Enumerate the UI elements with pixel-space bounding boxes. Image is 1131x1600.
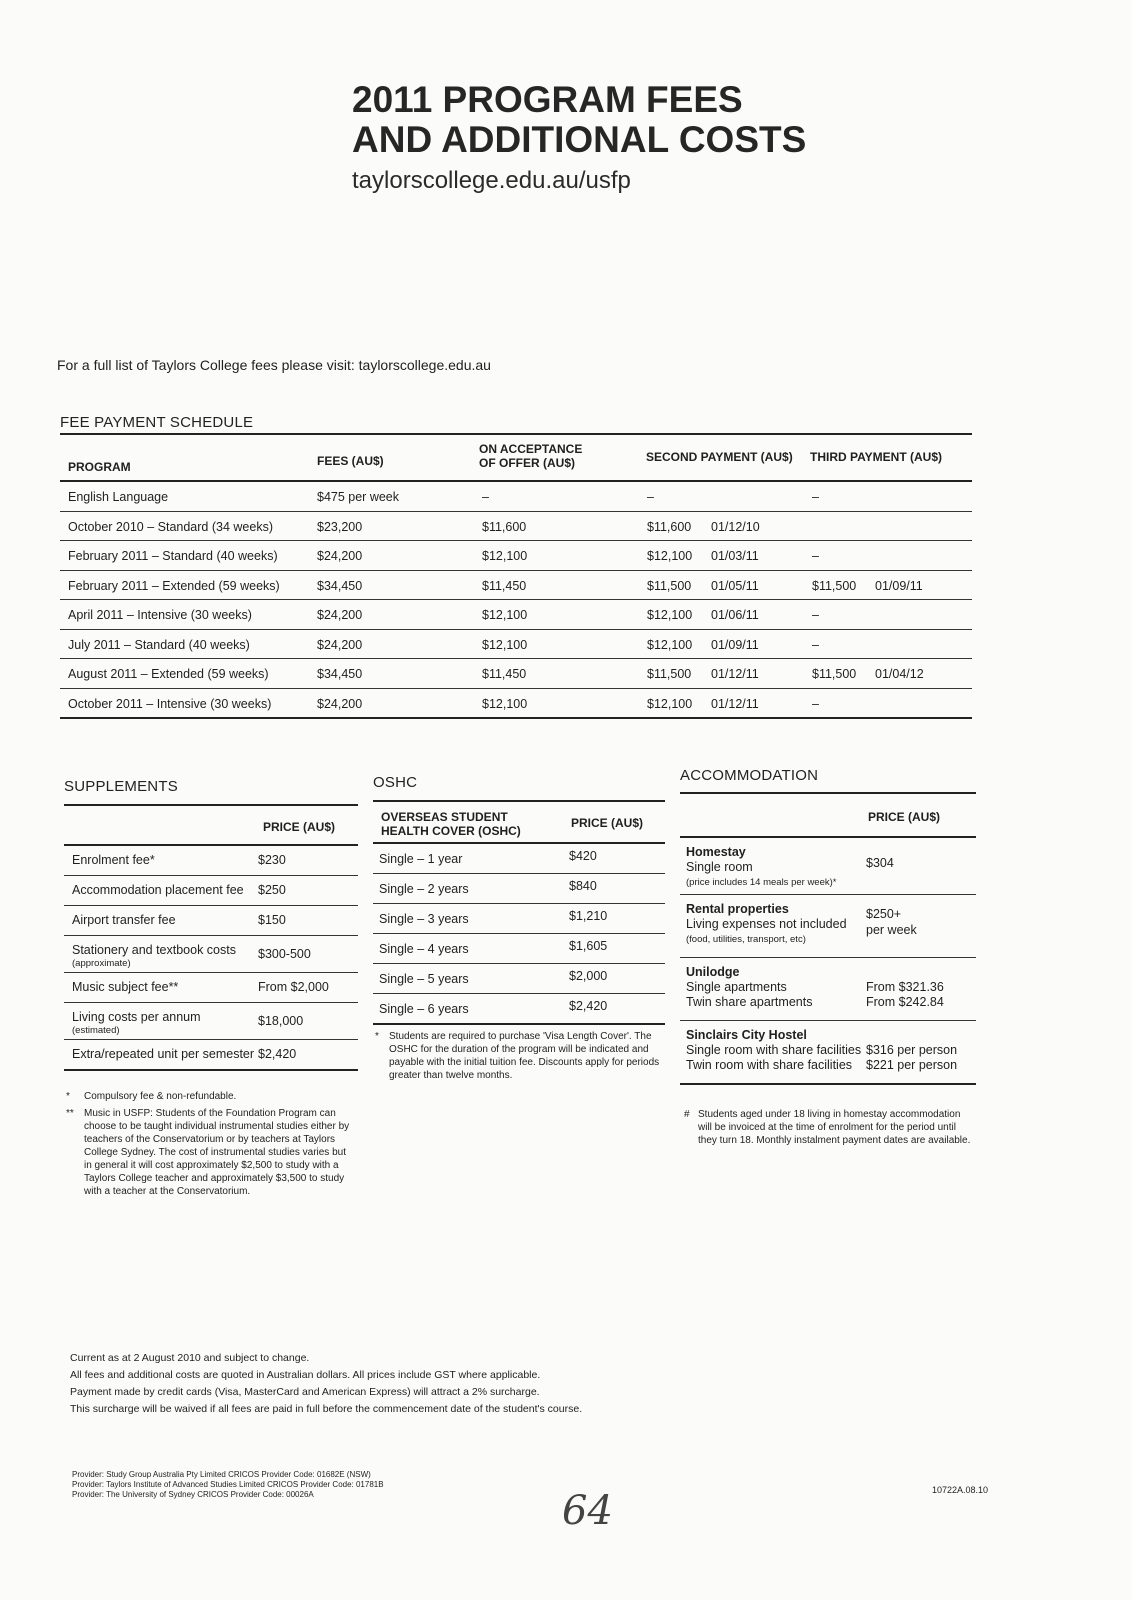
third-amount-cell: – <box>812 490 819 504</box>
table-row <box>60 599 972 629</box>
accommodation-title: ACCOMMODATION <box>680 767 819 784</box>
oshc-row <box>373 933 665 963</box>
supplement-price: $230 <box>258 853 286 867</box>
program-cell: July 2011 – Standard (40 weeks) <box>68 637 250 652</box>
second-date-cell: 01/03/11 <box>711 549 759 563</box>
table-row <box>60 511 972 541</box>
accommodation-line-1: Single room <box>686 860 753 874</box>
acceptance-cell: $11,450 <box>482 667 527 681</box>
acceptance-cell: $12,100 <box>482 608 528 622</box>
title-line-1: 2011 PROGRAM FEES <box>352 79 743 120</box>
supplement-row <box>64 1002 358 1039</box>
second-amount-cell: $12,100 <box>647 637 693 652</box>
page-title <box>352 80 806 160</box>
supplement-row <box>64 844 358 875</box>
supplement-label: Music subject fee** <box>72 980 179 994</box>
supplement-row <box>64 972 358 1002</box>
fees-cell: $475 per week <box>317 490 400 504</box>
note-1-text: Compulsory fee & non-refundable. <box>84 1091 237 1102</box>
footer-notes <box>70 1350 690 1418</box>
second-date-cell: 01/12/11 <box>711 696 759 711</box>
supplement-row <box>64 875 358 905</box>
oshc-note-mark: * <box>375 1031 379 1042</box>
accommodation-price-2: From $242.84 <box>866 995 944 1009</box>
accommodation-name: Unilodge <box>686 965 740 979</box>
supplement-price: $18,000 <box>258 1014 304 1028</box>
provider-line: Provider: Taylors Institute of Advanced Studies Limited CRICOS Provider Code: 01781B <box>72 1480 384 1489</box>
supplement-label: Accommodation placement fee <box>72 883 244 897</box>
header-acceptance <box>479 442 582 470</box>
table-row <box>60 480 972 511</box>
header-acceptance-line-1: ON ACCEPTANCE <box>479 442 583 456</box>
third-date-cell: 01/04/12 <box>875 667 924 681</box>
fee-table-body <box>60 480 972 717</box>
oshc-header <box>373 802 665 842</box>
program-cell: October 2011 – Intensive (30 weeks) <box>68 696 272 711</box>
accommodation-note <box>684 1108 976 1147</box>
second-date-cell: 01/06/11 <box>711 608 759 622</box>
header-second: SECOND PAYMENT (AU$) <box>646 450 793 464</box>
accommodation-price-1: $250+ <box>866 907 902 921</box>
accommodation-line-1: Living expenses not included <box>686 917 847 931</box>
accommodation-note-mark: # <box>684 1109 690 1120</box>
supplement-sublabel: (approximate) <box>72 958 131 969</box>
fees-cell: $34,450 <box>317 667 363 681</box>
fees-cell: $24,200 <box>317 608 363 622</box>
accommodation-group <box>680 836 976 894</box>
provider-line: Provider: Study Group Australia Pty Limited CRICOS Provider Code: 01682E (NSW) <box>72 1470 371 1479</box>
oshc-price: $1,210 <box>569 909 608 923</box>
oshc-title: OSHC <box>373 774 418 791</box>
accommodation-note-text: Students aged under 18 living in homestay accommodation will be invoiced at the time of enrolment for the period until they turn 18. Monthly instalment payment dates are available. <box>698 1109 971 1146</box>
oshc-body <box>373 842 665 1023</box>
second-amount-cell: $12,100 <box>647 696 693 711</box>
accommodation-line-2: Twin share apartments <box>686 995 813 1009</box>
table-row <box>60 570 972 600</box>
oshc-price: $1,605 <box>569 939 608 953</box>
supplements-table <box>64 806 358 1071</box>
supplement-label: Extra/repeated unit per semester <box>72 1047 255 1061</box>
accommodation-line-1: Single apartments <box>686 980 787 994</box>
supplement-price: $300-500 <box>258 947 311 961</box>
table-row <box>60 540 972 570</box>
oshc-price: $2,000 <box>569 969 608 983</box>
program-cell: August 2011 – Extended (59 weeks) <box>68 667 269 681</box>
oshc-label: Single – 1 year <box>379 852 463 866</box>
handwritten-page-number: 64 <box>562 1488 613 1534</box>
footer-line: Payment made by credit cards (Visa, MasterCard and American Express) will attract a 2% surcharge. <box>70 1386 540 1398</box>
accommodation-price-1: From $321.36 <box>866 980 944 994</box>
supplements-note-2 <box>66 1107 356 1198</box>
supplement-price: $250 <box>258 883 286 897</box>
header-third: THIRD PAYMENT (AU$) <box>810 450 943 464</box>
accommodation-name: Sinclairs City Hostel <box>686 1028 807 1042</box>
second-amount-cell: – <box>647 490 654 504</box>
supplements-body <box>64 844 358 1069</box>
third-amount-cell: $11,500 <box>812 578 857 593</box>
third-amount-cell: – <box>812 549 819 563</box>
accommodation-line-2: (price includes 14 meals per week)* <box>686 877 837 888</box>
oshc-header-line-1: OVERSEAS STUDENT <box>381 810 508 824</box>
supplements-header <box>64 806 358 844</box>
accommodation-line-2: Twin room with share facilities <box>686 1058 853 1072</box>
accommodation-bottom-rule <box>680 1083 976 1085</box>
supplements-price-header: PRICE (AU$) <box>263 820 336 834</box>
header-program: PROGRAM <box>68 460 131 474</box>
supplement-row <box>64 935 358 972</box>
oshc-header-line-2: HEALTH COVER (OSHC) <box>381 824 521 838</box>
accommodation-group <box>680 894 976 957</box>
oshc-row <box>373 993 665 1023</box>
footer-line: This surcharge will be waived if all fees are paid in full before the commencement date of the student's course. <box>70 1403 583 1415</box>
supplement-label: Living costs per annum <box>72 1010 201 1024</box>
second-amount-cell: $11,500 <box>647 578 692 593</box>
oshc-price-header: PRICE (AU$) <box>571 816 644 830</box>
second-date-cell: 01/12/11 <box>711 667 759 681</box>
supplement-label: Stationery and textbook costs <box>72 943 236 957</box>
accommodation-name: Homestay <box>686 845 746 859</box>
note-1-mark: * <box>66 1091 70 1102</box>
supplement-sublabel: (estimated) <box>72 1025 120 1036</box>
oshc-price: $420 <box>569 849 597 863</box>
oshc-row <box>373 842 665 873</box>
fee-schedule-title: FEE PAYMENT SCHEDULE <box>60 414 254 431</box>
program-cell: October 2010 – Standard (34 weeks) <box>68 519 273 534</box>
header-url: taylorscollege.edu.au/usfp <box>352 167 631 194</box>
footer-line: Current as at 2 August 2010 and subject to change. <box>70 1352 310 1364</box>
accommodation-price-header: PRICE (AU$) <box>868 810 941 824</box>
oshc-note <box>375 1030 665 1082</box>
supplements-title: SUPPLEMENTS <box>64 778 178 795</box>
supplements-notes <box>66 1090 356 1198</box>
accommodation-price-1: $316 per person <box>866 1043 958 1057</box>
oshc-header-label <box>381 810 521 838</box>
oshc-label: Single – 4 years <box>379 942 469 956</box>
supplement-price: $150 <box>258 913 286 927</box>
third-amount-cell: – <box>812 608 819 622</box>
fee-table-bottom-rule <box>60 717 972 719</box>
oshc-label: Single – 3 years <box>379 912 469 926</box>
oshc-price: $840 <box>569 879 597 893</box>
header-fees: FEES (AU$) <box>317 454 384 468</box>
accommodation-line-1: Single room with share facilities <box>686 1043 862 1057</box>
accommodation-table <box>680 794 976 1085</box>
supplement-price: $2,420 <box>258 1047 297 1061</box>
oshc-price: $2,420 <box>569 999 608 1013</box>
second-amount-cell: $12,100 <box>647 549 693 563</box>
program-cell: February 2011 – Extended (59 weeks) <box>68 578 280 593</box>
second-date-cell: 01/09/11 <box>711 637 759 652</box>
second-date-cell: 01/05/11 <box>711 578 759 593</box>
third-amount-cell: – <box>812 696 819 711</box>
acceptance-cell: $12,100 <box>482 696 528 711</box>
accommodation-price-1: $304 <box>866 856 894 870</box>
accommodation-price-2: $221 per person <box>866 1058 958 1072</box>
accommodation-header <box>680 794 976 836</box>
program-cell: English Language <box>68 490 169 504</box>
oshc-label: Single – 5 years <box>379 972 469 986</box>
accommodation-body <box>680 836 976 1083</box>
acceptance-cell: – <box>482 490 489 504</box>
second-amount-cell: $11,600 <box>647 519 692 534</box>
second-date-cell: 01/12/10 <box>711 519 760 534</box>
fee-table-header <box>60 440 972 480</box>
oshc-table <box>373 802 665 1025</box>
note-2-text: Music in USFP: Students of the Foundation Program can choose to be taught individual instrumental studies either by teachers of the Conservatorium or by teachers at Taylors College Sydney. The cost of instrumental studies varies but in general it will cost approximately $2,500 to study with a Taylors College teacher and approximately $3,500 to study with a teacher at the Conservatorium. <box>84 1108 350 1197</box>
intro-text: For a full list of Taylors College fees please visit: taylorscollege.edu.au <box>57 357 491 373</box>
oshc-row <box>373 873 665 903</box>
table-row <box>60 658 972 688</box>
acceptance-cell: $12,100 <box>482 549 528 563</box>
provider-list <box>72 1470 384 1500</box>
fees-cell: $24,200 <box>317 637 363 652</box>
supplement-row <box>64 1039 358 1069</box>
fees-cell: $24,200 <box>317 549 363 563</box>
note-2-mark: ** <box>66 1108 74 1119</box>
supplement-label: Enrolment fee* <box>72 853 155 867</box>
supplement-price: From $2,000 <box>258 980 329 994</box>
fee-schedule-rule <box>60 433 972 435</box>
third-amount-cell: $11,500 <box>812 667 857 681</box>
accommodation-price-2: per week <box>866 923 917 937</box>
oshc-bottom-rule <box>373 1023 665 1025</box>
header-acceptance-line-2: OF OFFER (AU$) <box>479 456 575 470</box>
provider-line: Provider: The University of Sydney CRICOS Provider Code: 00026A <box>72 1490 314 1499</box>
fees-cell: $23,200 <box>317 519 363 534</box>
accommodation-group <box>680 957 976 1020</box>
second-amount-cell: $12,100 <box>647 608 693 622</box>
footer-line: All fees and additional costs are quoted in Australian dollars. All prices include GST where applicable. <box>70 1369 541 1381</box>
fee-schedule-table <box>60 440 972 719</box>
oshc-label: Single – 6 years <box>379 1002 469 1016</box>
third-date-cell: 01/09/11 <box>875 578 923 593</box>
third-amount-cell: – <box>812 637 819 652</box>
program-cell: April 2011 – Intensive (30 weeks) <box>68 608 252 622</box>
table-row <box>60 629 972 659</box>
title-line-2: AND ADDITIONAL COSTS <box>352 119 807 160</box>
supplement-row <box>64 905 358 935</box>
program-cell: February 2011 – Standard (40 weeks) <box>68 549 278 563</box>
acceptance-cell: $12,100 <box>482 637 528 652</box>
accommodation-name: Rental properties <box>686 902 789 916</box>
supplements-note-1 <box>66 1090 356 1103</box>
acceptance-cell: $11,600 <box>482 519 527 534</box>
oshc-row <box>373 963 665 993</box>
oshc-label: Single – 2 years <box>379 882 469 896</box>
fees-cell: $24,200 <box>317 696 363 711</box>
accommodation-group <box>680 1020 976 1083</box>
second-amount-cell: $11,500 <box>647 667 692 681</box>
table-row <box>60 688 972 718</box>
supplement-label: Airport transfer fee <box>72 913 176 927</box>
oshc-row <box>373 903 665 933</box>
oshc-note-text: Students are required to purchase 'Visa Length Cover'. The OSHC for the duration of the program will be indicated and payable with the initial tuition fee. Discounts apply for periods greater than twelve months. <box>389 1031 660 1081</box>
fees-cell: $34,450 <box>317 578 363 593</box>
accommodation-line-2: (food, utilities, transport, etc) <box>686 934 806 945</box>
acceptance-cell: $11,450 <box>482 578 527 593</box>
supplements-bottom-rule <box>64 1069 358 1071</box>
document-code: 10722A.08.10 <box>932 1485 989 1495</box>
